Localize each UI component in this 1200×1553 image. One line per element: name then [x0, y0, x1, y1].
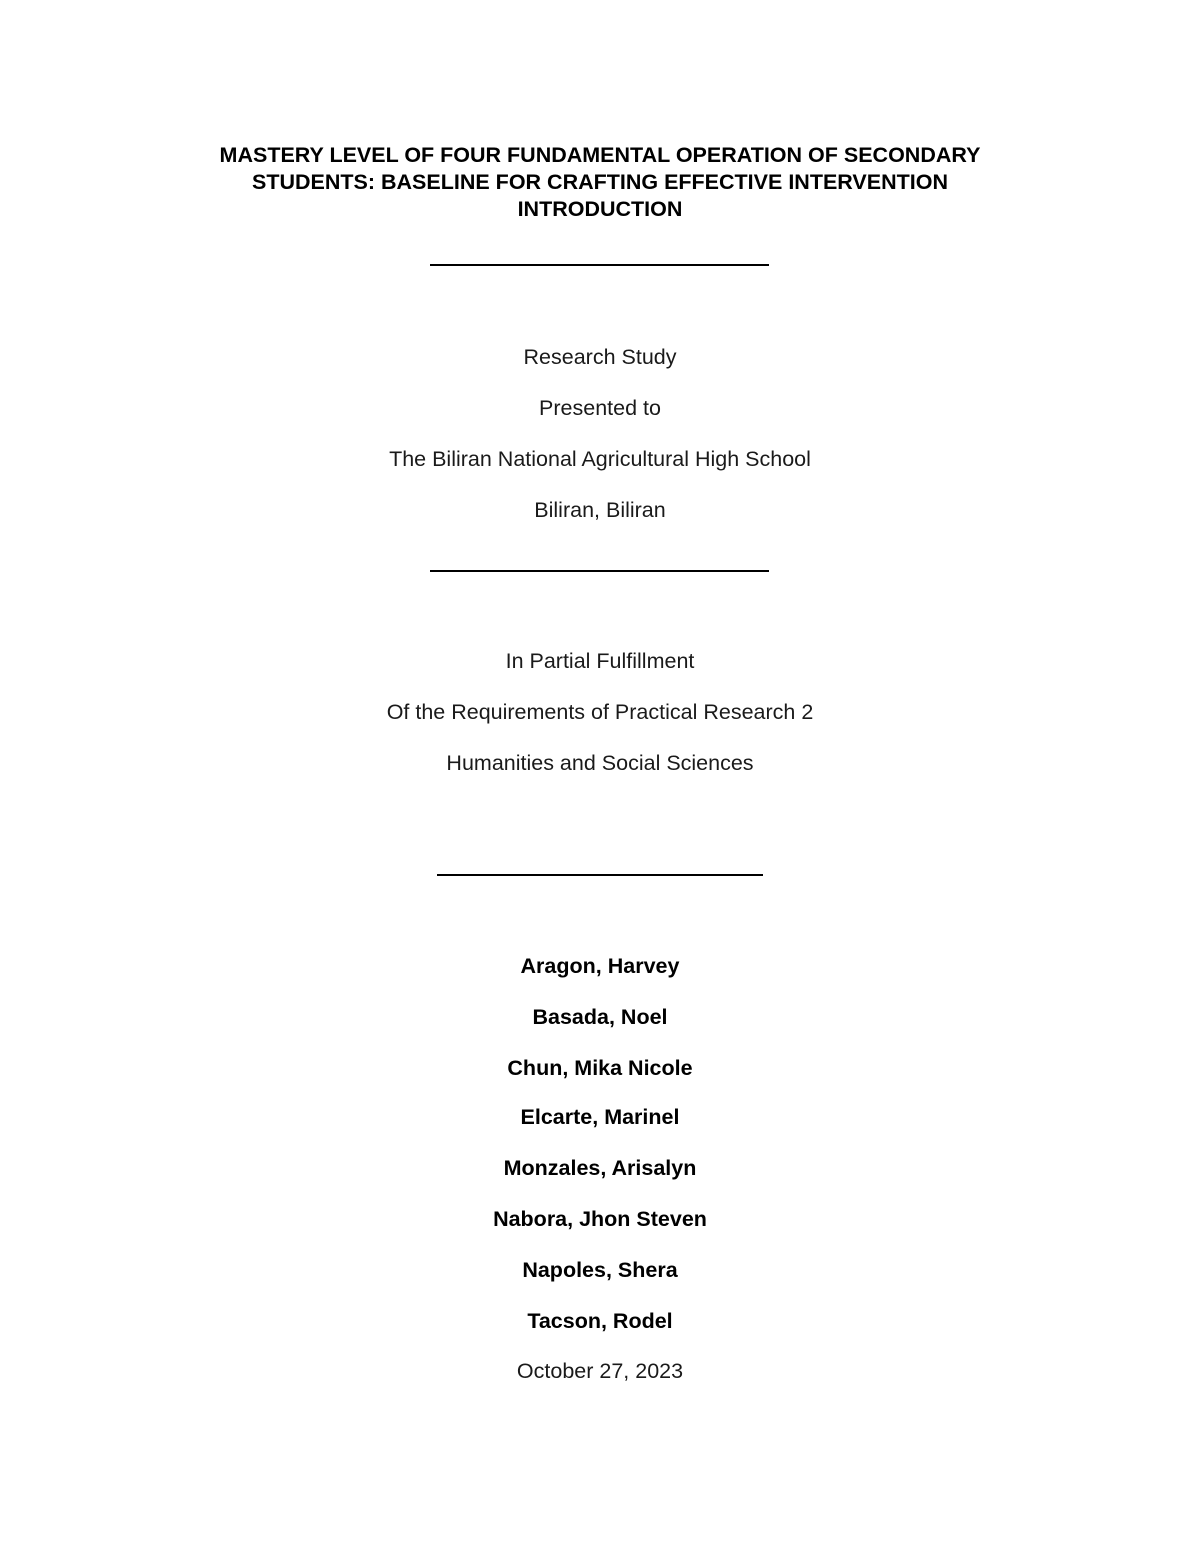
author-name: Tacson, Rodel — [527, 1309, 673, 1333]
institution-name: The Biliran National Agricultural High School — [389, 447, 811, 471]
title-line-3: INTRODUCTION — [517, 197, 683, 221]
author-name: Aragon, Harvey — [520, 954, 680, 978]
document-title — [100, 142, 1100, 223]
divider-rule — [430, 264, 769, 266]
submission-date: October 27, 2023 — [516, 1359, 684, 1383]
author-name: Chun, Mika Nicole — [507, 1056, 693, 1080]
presented-to: Presented to — [539, 396, 661, 420]
divider-rule — [437, 874, 763, 876]
author-name: Napoles, Shera — [522, 1258, 678, 1282]
title-line-1: MASTERY LEVEL OF FOUR FUNDAMENTAL OPERATION OF SECONDARY — [219, 143, 981, 167]
author-name: Elcarte, Marinel — [520, 1105, 680, 1129]
author-name: Basada, Noel — [532, 1005, 668, 1029]
fulfillment-line-2: Of the Requirements of Practical Research 2 — [386, 700, 814, 724]
fulfillment-line-3: Humanities and Social Sciences — [446, 751, 754, 775]
author-name: Monzales, Arisalyn — [503, 1156, 697, 1180]
institution-location: Biliran, Biliran — [534, 498, 666, 522]
author-name: Nabora, Jhon Steven — [493, 1207, 707, 1231]
divider-rule — [430, 570, 769, 572]
fulfillment-line-1: In Partial Fulfillment — [505, 649, 695, 673]
study-type: Research Study — [523, 345, 677, 369]
title-line-2: STUDENTS: BASELINE FOR CRAFTING EFFECTIVE INTERVENTION — [252, 170, 948, 194]
